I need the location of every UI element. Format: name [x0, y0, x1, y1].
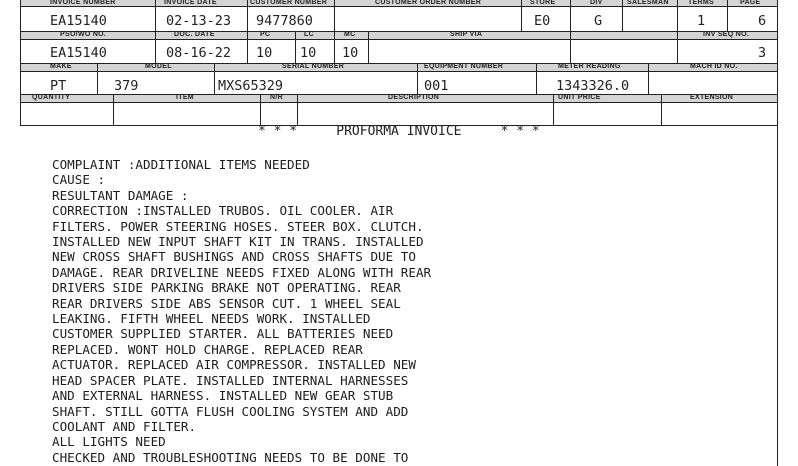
notes-line: FILTERS. POWER STEERING HOSES. STEER BOX. CLUTCH. — [52, 218, 424, 234]
header-inv-seq-no: INV SEQ NO. — [703, 31, 750, 38]
notes-line: SHAFT. STILL GOTTA FLUSH COOLING SYSTEM AND ADD — [52, 403, 409, 419]
inv-seq-no-value: 3 — [758, 45, 767, 61]
rule — [20, 31, 778, 32]
header-invoice-date: INVOICE DATE — [164, 0, 217, 6]
doc-date-value: 08-16-22 — [166, 45, 232, 61]
rule — [334, 0, 335, 31]
div-value: G — [594, 13, 603, 29]
mc-value: 10 — [342, 45, 359, 61]
rule — [247, 31, 248, 63]
model-value: 379 — [114, 78, 139, 94]
notes-line: ALL LIGHTS NEED — [52, 434, 166, 450]
rule — [622, 0, 623, 31]
rule — [677, 0, 678, 31]
terms-value: 1 — [697, 13, 706, 29]
rule — [214, 63, 215, 94]
pc-value: 10 — [256, 45, 273, 61]
header-equipment-number: EQUIPMENT NUMBER — [424, 63, 504, 70]
rule — [20, 0, 21, 126]
header-lc: LC — [304, 31, 314, 38]
header-meter-reading: METER READING — [558, 63, 621, 70]
notes-line: RESULTANT DAMAGE : — [52, 187, 189, 203]
rule — [20, 71, 778, 72]
rule — [570, 0, 571, 31]
rule — [260, 94, 261, 126]
customer-number-value: 9477860 — [256, 13, 313, 29]
rule — [417, 63, 418, 94]
header-extension: EXTENSION — [690, 94, 734, 101]
header-customer-order-number: CUSTOMER ORDER NUMBER — [375, 0, 482, 6]
header-description: DESCRIPTION — [388, 94, 440, 101]
rule — [113, 94, 114, 126]
rule — [570, 31, 571, 63]
notes-line: CUSTOMER SUPPLIED STARTER. ALL BATTERIES NEED — [52, 326, 394, 342]
rule — [368, 31, 369, 63]
notes-line: CAUSE : — [52, 172, 106, 188]
header-make: MAKE — [50, 63, 72, 70]
rule — [553, 94, 554, 126]
serial-number-value: MXS65329 — [218, 78, 284, 94]
header-pc: PC — [260, 31, 271, 38]
header-customer-number: CUSTOMER NUMBER — [250, 0, 328, 6]
notes-line: CHECKED AND TROUBLESHOOTING NEEDS TO BE DONE TO — [52, 449, 409, 465]
rule — [20, 102, 778, 103]
work-order-notes — [52, 157, 512, 465]
make-value: PT — [50, 78, 67, 94]
rule — [677, 31, 678, 63]
header-terms: TERMS — [688, 0, 714, 6]
notes-line: DRIVERS SIDE PARKING BRAKE NOT OPERATING. REAR — [52, 280, 401, 296]
invoice-number-value: EA15140 — [50, 13, 107, 29]
header-unit-price: UNIT PRICE — [558, 94, 601, 101]
header-invoice-number: INVOICE NUMBER — [50, 0, 116, 6]
notes-line: AND EXTERNAL HARNESS. INSTALLED NEW GEAR STUB — [52, 388, 394, 404]
notes-line: COMPLAINT :ADDITIONAL ITEMS NEEDED — [52, 157, 310, 172]
header-quantity: QUANTITY — [32, 94, 71, 101]
rule — [20, 63, 778, 64]
rule — [536, 63, 537, 94]
header-salesman: SALESMAN — [627, 0, 669, 6]
rule — [727, 0, 728, 31]
rule — [334, 31, 335, 63]
rule — [777, 0, 778, 466]
page-value: 6 — [758, 13, 767, 29]
rule — [661, 94, 662, 126]
equipment-number-value: 001 — [424, 78, 449, 94]
rule — [155, 0, 156, 31]
notes-line: HEAD SPACER PLATE. INSTALLED INTERNAL HARNESSES — [52, 372, 409, 388]
header-band-row2 — [20, 31, 778, 39]
notes-line: CORRECTION :INSTALLED TRUBOS. OIL COOLER. AIR — [52, 203, 394, 219]
header-nr: N/R — [270, 94, 283, 101]
notes-line: INSTALLED NEW INPUT SHAFT KIT IN TRANS. INSTALLED — [52, 234, 424, 250]
header-div: DIV — [590, 0, 603, 6]
rule — [247, 0, 248, 31]
proforma-invoice-title: * * * PROFORMA INVOICE * * * — [258, 124, 540, 139]
notes-line: DAMAGE. REAR DRIVELINE NEEDS FIXED ALONG WITH REAR — [52, 264, 432, 280]
header-page: PAGE — [740, 0, 761, 6]
header-item: ITEM — [176, 94, 194, 101]
notes-line: COOLANT AND FILTER. — [52, 418, 197, 434]
store-value: E0 — [534, 13, 551, 29]
rule — [97, 63, 98, 94]
header-model: MODEL — [145, 63, 172, 70]
header-pso-wo-no: PSO/WO NO. — [60, 31, 107, 38]
rule — [297, 94, 298, 126]
header-ship-via: SHIP VIA — [450, 31, 483, 38]
rule — [648, 63, 649, 94]
notes-line: NEW CROSS SHAFT BUSHINGS AND CROSS SHAFTS DUE TO — [52, 249, 416, 265]
notes-line: LEAKING. FIFTH WHEEL NEEDS WORK. INSTALLED — [52, 311, 371, 327]
rule — [295, 31, 296, 63]
pso-wo-no-value: EA15140 — [50, 45, 107, 61]
meter-reading-value: 1343326.0 — [556, 78, 630, 94]
lc-value: 10 — [300, 45, 317, 61]
notes-line: REAR DRIVERS SIDE ABS SENSOR CUT. 1 WHEEL SEAL — [52, 295, 401, 311]
rule — [521, 0, 522, 31]
header-mc: MC — [344, 31, 356, 38]
header-store: STORE — [530, 0, 556, 6]
rule — [20, 39, 778, 40]
rule — [155, 31, 156, 63]
header-doc-date: DOC. DATE — [174, 31, 215, 38]
notes-line: REPLACED. WONT HOLD CHARGE. REPLACED REAR — [52, 341, 363, 357]
header-mach-id-no: MACH ID NO. — [690, 63, 738, 70]
header-band-row3 — [20, 63, 778, 71]
notes-line: ACTUATOR. REPLACED AIR COMPRESSOR. INSTALLED NEW — [52, 357, 416, 373]
invoice-date-value: 02-13-23 — [166, 13, 232, 29]
header-serial-number: SERIAL NUMBER — [282, 63, 345, 70]
rule — [20, 6, 778, 7]
